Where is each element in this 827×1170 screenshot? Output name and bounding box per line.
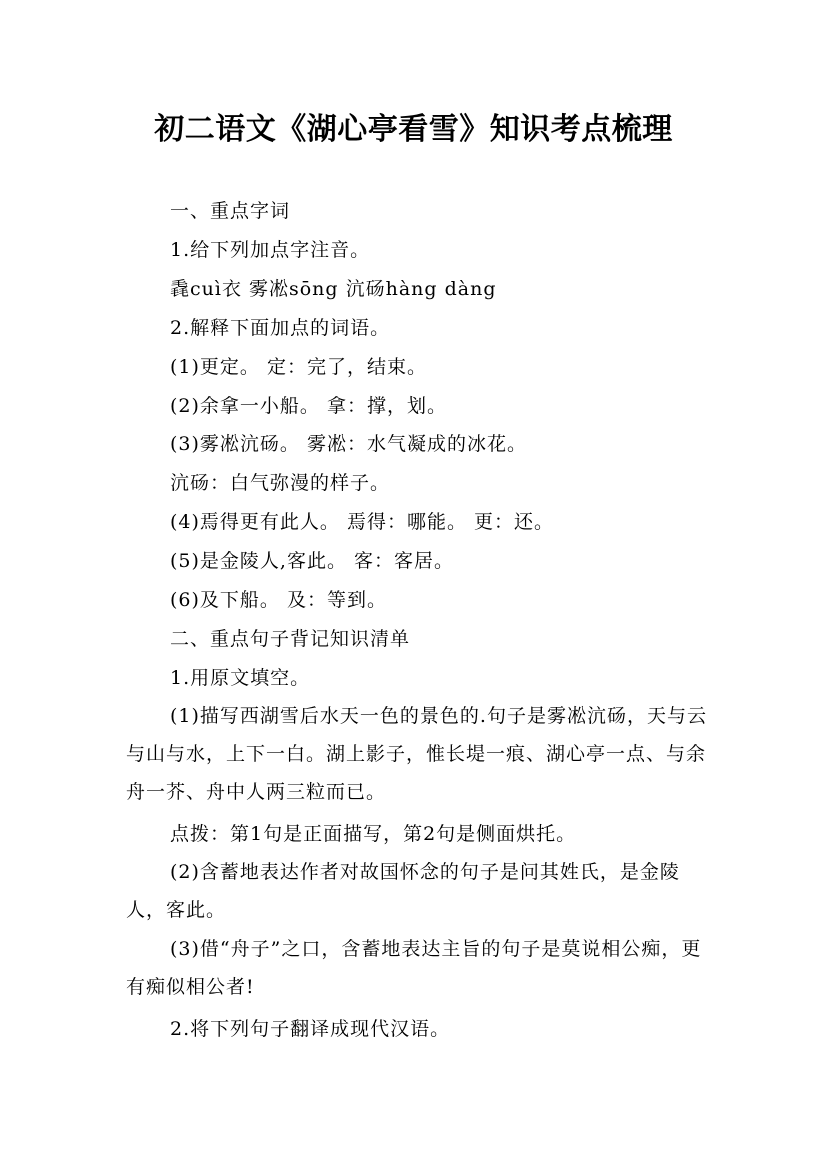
tip-note: 点拨：第1句是正面描写，第2句是侧面烘托。 bbox=[170, 823, 577, 845]
translation-heading: 2.将下列句子翻译成现代汉语。 bbox=[170, 1018, 451, 1040]
fill-in-heading: 1.用原文填空。 bbox=[170, 667, 311, 689]
fill-in-answer-1: (1)描写西湖雪后水天一色的景色的.句子是雾凇沆砀，天与云与山与水，上下一白。湖上影子，惟长堤一痕、湖心亭一点、与余舟一芥、舟中人两三粒而已。 bbox=[126, 705, 707, 803]
definition-item-5: (5)是金陵人,客此。 客：客居。 bbox=[170, 550, 454, 572]
document-title: 初二语文《湖心亭看雪》知识考点梳理 bbox=[154, 112, 673, 147]
definition-item-1: (1)更定。 定：完了，结束。 bbox=[170, 356, 427, 378]
pinyin-line: 毳cuì衣 雾凇sōng 沆砀hàng dàng bbox=[170, 278, 497, 300]
definition-item-2: (2)余拿一小船。 拿：撑，划。 bbox=[170, 395, 447, 417]
question-1-heading: 1.给下列加点字注音。 bbox=[170, 239, 371, 261]
section-heading-key-sentences: 二、重点句子背记知识清单 bbox=[170, 628, 411, 650]
definition-item-6: (6)及下船。 及：等到。 bbox=[170, 589, 387, 611]
definition-item-3: (3)雾凇沆砀。 雾凇：水气凝成的冰花。 bbox=[170, 433, 527, 455]
section-heading-key-words: 一、重点字词 bbox=[170, 200, 291, 222]
definition-item-3-cont: 沆砀：白气弥漫的样子。 bbox=[170, 472, 391, 494]
question-2-heading: 2.解释下面加点的词语。 bbox=[170, 317, 391, 339]
definition-item-4: (4)焉得更有此人。 焉得：哪能。 更：还。 bbox=[170, 511, 554, 533]
fill-in-answer-2: (2)含蓄地表达作者对故国怀念的句子是问其姓氏，是金陵人，客此。 bbox=[126, 861, 680, 921]
fill-in-answer-3: (3)借“舟子”之口，含蓄地表达主旨的句子是莫说相公痴，更有痴似相公者! bbox=[126, 938, 702, 998]
